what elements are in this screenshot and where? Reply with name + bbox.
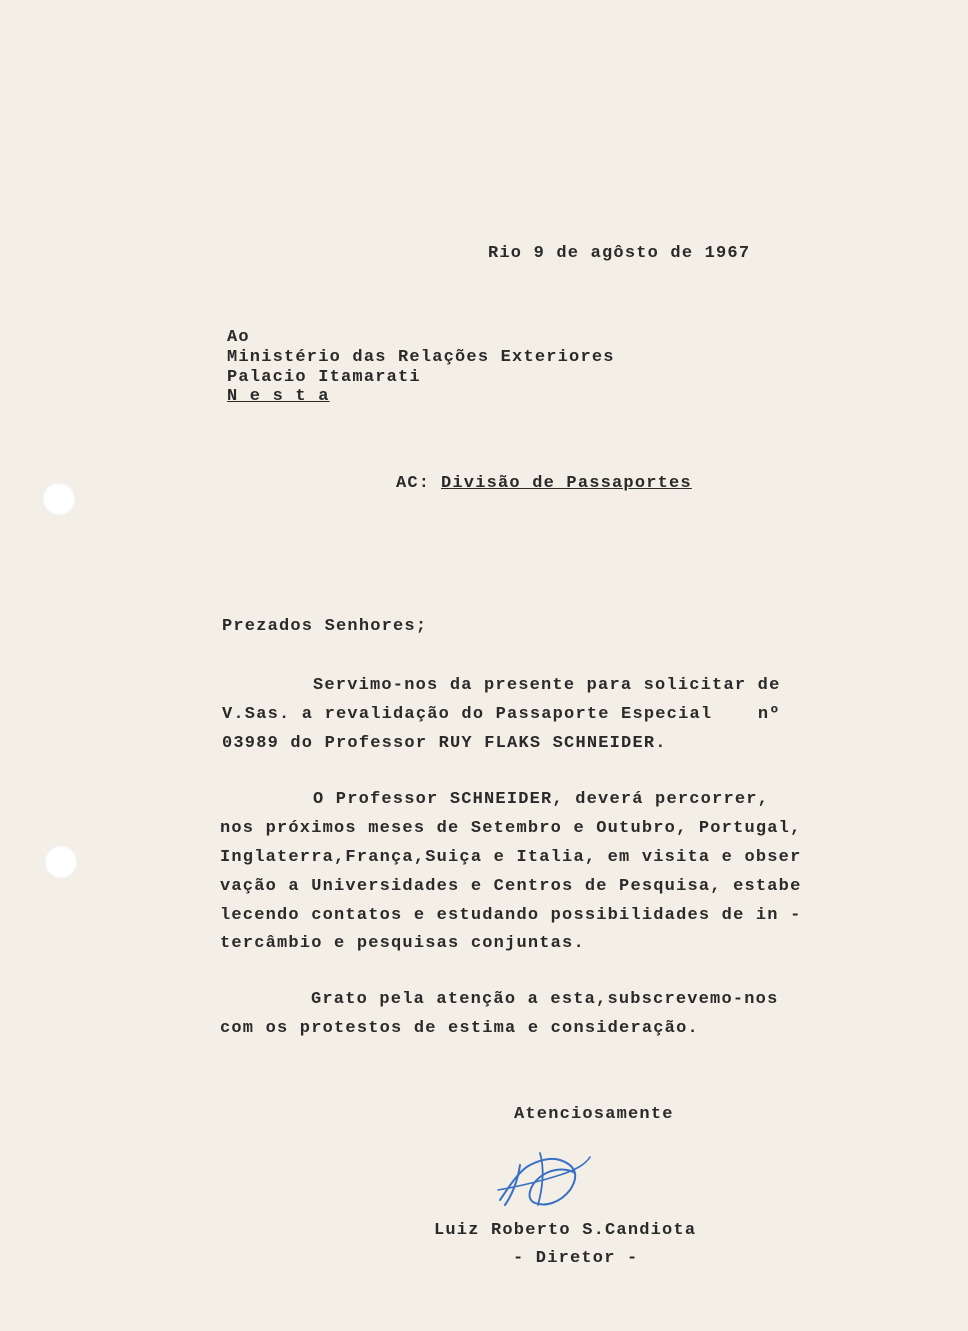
paragraph3-line: Grato pela atenção a esta,subscrevemo-nos bbox=[311, 990, 779, 1009]
recipient-city: N e s t a bbox=[227, 387, 330, 406]
closing: Atenciosamente bbox=[514, 1105, 674, 1124]
paragraph1-line: Servimo-nos da presente para solicitar de bbox=[313, 676, 781, 695]
paragraph2-line: O Professor SCHNEIDER, deverá percorrer, bbox=[313, 790, 770, 809]
attention-division: Divisão de Passaportes bbox=[441, 474, 692, 493]
recipient-ministry: Ministério das Relações Exteriores bbox=[227, 348, 615, 367]
signer-title: - Diretor - bbox=[513, 1249, 639, 1268]
paragraph1-line: V.Sas. a revalidação do Passaporte Especial nº bbox=[222, 705, 781, 724]
recipient-prefix: Ao bbox=[227, 328, 250, 347]
punch-hole-bottom bbox=[44, 845, 78, 879]
punch-hole-top bbox=[42, 482, 76, 516]
greeting: Prezados Senhores; bbox=[222, 617, 428, 636]
attention-label: AC: bbox=[396, 474, 431, 493]
letter-date: Rio 9 de agôsto de 1967 bbox=[488, 244, 751, 263]
paragraph2-line: vação a Universidades e Centros de Pesquisa, estabe bbox=[220, 877, 802, 896]
paragraph2-line: lecendo contatos e estudando possibilidades de in - bbox=[220, 906, 802, 925]
paragraph2-line: Inglaterra,França,Suiça e Italia, em visita e obser bbox=[220, 848, 802, 867]
paragraph2-line: nos próximos meses de Setembro e Outubro, Portugal, bbox=[220, 819, 802, 838]
recipient-palace: Palacio Itamarati bbox=[227, 368, 421, 387]
paragraph2-line: tercâmbio e pesquisas conjuntas. bbox=[220, 934, 585, 953]
handwritten-signature bbox=[490, 1145, 600, 1215]
paragraph3-line: com os protestos de estima e consideração. bbox=[220, 1019, 699, 1038]
paragraph1-line: 03989 do Professor RUY FLAKS SCHNEIDER. bbox=[222, 734, 667, 753]
signer-name: Luiz Roberto S.Candiota bbox=[434, 1221, 697, 1240]
